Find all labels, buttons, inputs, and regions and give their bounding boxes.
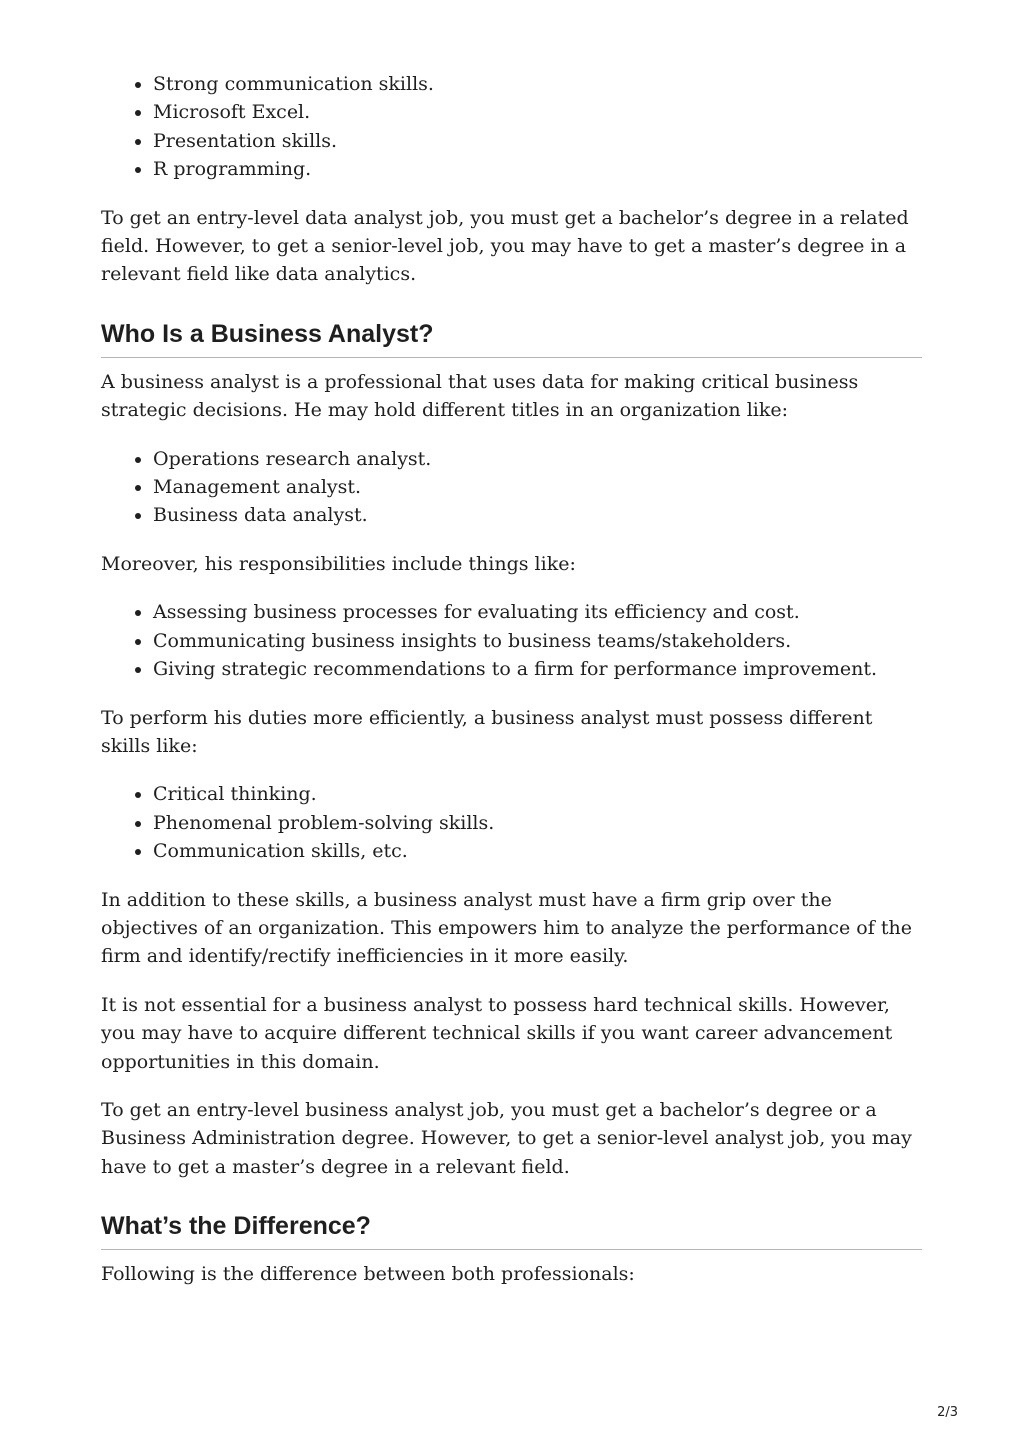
list-item: • Strong communication skills. <box>153 70 922 98</box>
list-item: • Critical thinking. <box>153 780 922 808</box>
paragraph-business-analyst-definition: A business analyst is a professional that uses data for making critical business strategic decisions. He may hold different titles in an organization like: <box>101 370 859 422</box>
document-page <box>101 70 922 1309</box>
responsibilities-list <box>101 598 922 683</box>
intro-skills-list <box>101 70 922 184</box>
paragraph-responsibilities-intro: Moreover, his responsibilities include things like: <box>101 552 576 575</box>
skills-list <box>101 780 922 865</box>
list-item: • Microsoft Excel. <box>153 98 922 126</box>
paragraph-difference: Following is the difference between both professionals: <box>101 1263 635 1286</box>
list-item: • Communication skills, etc. <box>153 837 922 865</box>
list-item: • Giving strategic recommendations to a firm for performance improvement. <box>153 655 922 683</box>
list-item: • Assessing business processes for evaluating its efficiency and cost. <box>153 598 922 626</box>
list-item: • Communicating business insights to business teams/stakeholders. <box>153 627 922 655</box>
heading-business-analyst: Who Is a Business Analyst? <box>101 319 922 358</box>
paragraph-objectives: In addition to these skills, a business analyst must have a firm grip over the objectives of an organization. This empowers him to analyze the performance of the firm and identify/rectify inefficiencies in it more easily. <box>101 888 912 968</box>
list-item: • Presentation skills. <box>153 127 922 155</box>
paragraph-data-analyst-degree: To get an entry-level data analyst job, you must get a bachelor’s degree in a related field. However, to get a senior-level job, you may have to get a master’s degree in a relevant field like data analytics. <box>101 206 909 286</box>
heading-difference: What’s the Difference? <box>101 1211 922 1250</box>
list-item: • R programming. <box>153 155 922 183</box>
paragraph-skills-intro: To perform his duties more efficiently, a business analyst must possess different skills like: <box>101 706 873 757</box>
paragraph-business-analyst-degree: To get an entry-level business analyst job, you must get a bachelor’s degree or a Business Administration degree. However, to get a senior-level analyst job, you may have to get a master’s degree in a relevant field. <box>101 1098 912 1178</box>
titles-list <box>101 445 922 530</box>
list-item: • Business data analyst. <box>153 501 922 529</box>
list-item: • Management analyst. <box>153 473 922 501</box>
list-item: • Phenomenal problem-solving skills. <box>153 809 922 837</box>
paragraph-technical-skills: It is not essential for a business analyst to possess hard technical skills. However, you may have to acquire different technical skills if you want career advancement opportunities in this domain. <box>101 993 893 1073</box>
list-item: • Operations research analyst. <box>153 445 922 473</box>
page-number: 2/3 <box>937 1405 958 1420</box>
